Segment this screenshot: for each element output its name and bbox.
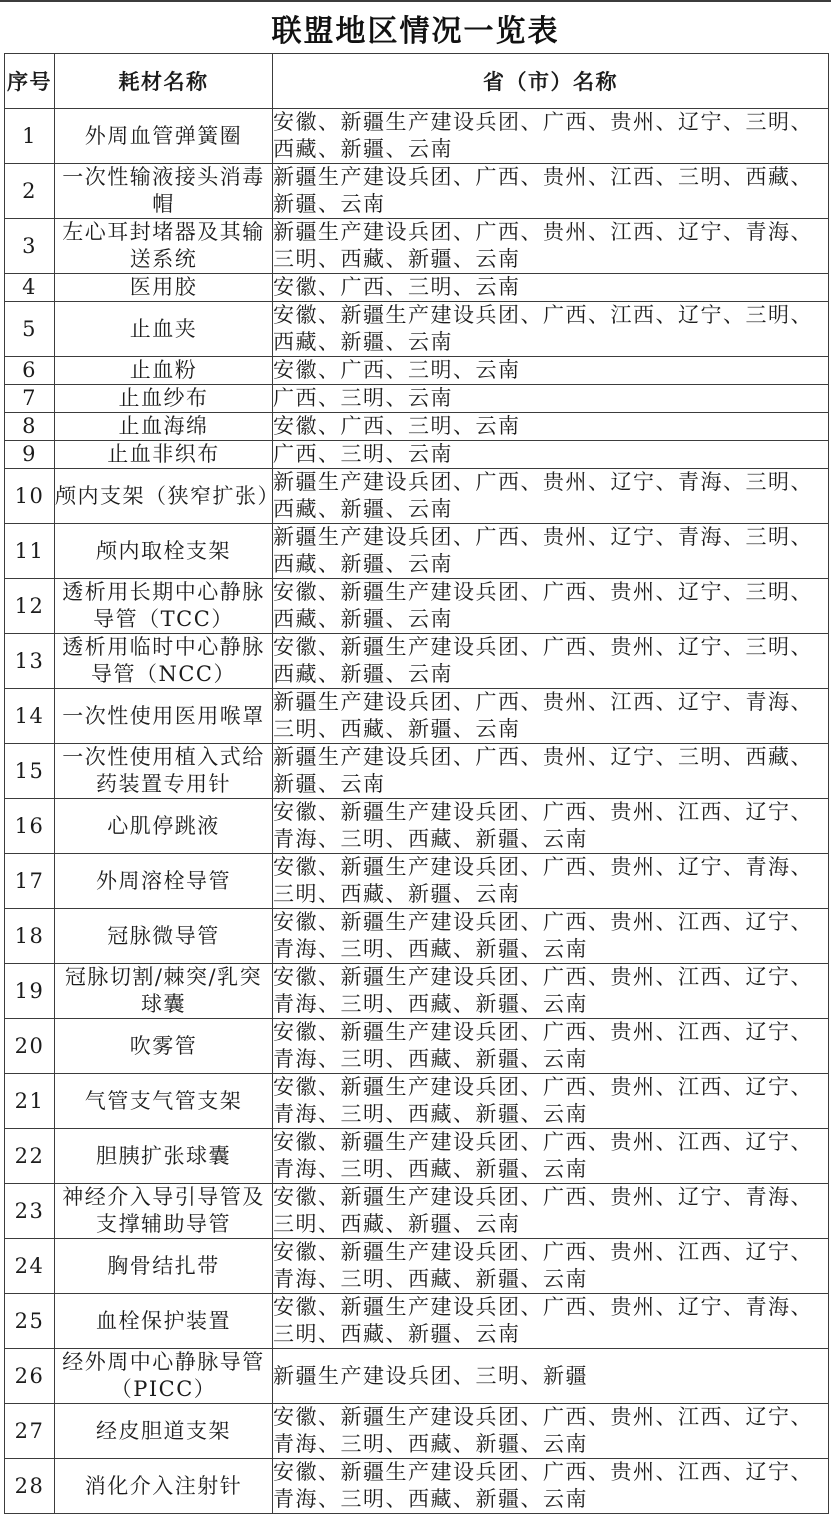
table-row bbox=[5, 164, 829, 219]
province-list-cell: 安徽、新疆生产建设兵团、广西、贵州、辽宁、三明、西藏、新疆、云南 bbox=[273, 109, 829, 164]
table-row bbox=[5, 413, 829, 441]
table-row bbox=[5, 964, 829, 1019]
province-list-cell: 安徽、新疆生产建设兵团、广西、贵州、江西、辽宁、青海、三明、西藏、新疆、云南 bbox=[273, 1019, 829, 1074]
province-list-cell: 安徽、新疆生产建设兵团、广西、贵州、江西、辽宁、青海、三明、西藏、新疆、云南 bbox=[273, 964, 829, 1019]
province-list-cell: 安徽、新疆生产建设兵团、广西、贵州、江西、辽宁、青海、三明、西藏、新疆、云南 bbox=[273, 909, 829, 964]
serial-number-cell: 25 bbox=[5, 1294, 55, 1349]
consumable-name-cell: 气管支气管支架 bbox=[55, 1074, 273, 1129]
table-row bbox=[5, 385, 829, 413]
province-list-cell: 新疆生产建设兵团、广西、贵州、江西、辽宁、青海、三明、西藏、新疆、云南 bbox=[273, 689, 829, 744]
province-list-cell: 安徽、广西、三明、云南 bbox=[273, 357, 829, 385]
province-list-cell: 新疆生产建设兵团、广西、贵州、江西、三明、西藏、新疆、云南 bbox=[273, 164, 829, 219]
table-row bbox=[5, 634, 829, 689]
province-list-cell: 安徽、新疆生产建设兵团、广西、贵州、江西、辽宁、青海、三明、西藏、新疆、云南 bbox=[273, 1074, 829, 1129]
table-row bbox=[5, 441, 829, 469]
serial-number-cell: 11 bbox=[5, 524, 55, 579]
serial-number-cell: 24 bbox=[5, 1239, 55, 1294]
serial-number-cell: 23 bbox=[5, 1184, 55, 1239]
province-list-cell: 安徽、新疆生产建设兵团、广西、江西、辽宁、三明、西藏、新疆、云南 bbox=[273, 302, 829, 357]
table-row bbox=[5, 1239, 829, 1294]
province-list-cell: 新疆生产建设兵团、广西、贵州、辽宁、青海、三明、西藏、新疆、云南 bbox=[273, 469, 829, 524]
consumable-name-cell: 止血纱布 bbox=[55, 385, 273, 413]
table-row bbox=[5, 799, 829, 854]
consumable-name-cell: 颅内取栓支架 bbox=[55, 524, 273, 579]
province-list-cell: 新疆生产建设兵团、三明、新疆 bbox=[273, 1349, 829, 1404]
serial-number-cell: 9 bbox=[5, 441, 55, 469]
table-row bbox=[5, 854, 829, 909]
province-list-cell: 安徽、新疆生产建设兵团、广西、贵州、辽宁、三明、西藏、新疆、云南 bbox=[273, 579, 829, 634]
consumable-name-cell: 一次性使用植入式给药装置专用针 bbox=[55, 744, 273, 799]
table-row bbox=[5, 579, 829, 634]
serial-number-cell: 19 bbox=[5, 964, 55, 1019]
consumable-name-cell: 经外周中心静脉导管（PICC） bbox=[55, 1349, 273, 1404]
table-row bbox=[5, 302, 829, 357]
table-row bbox=[5, 357, 829, 385]
consumable-name-cell: 心肌停跳液 bbox=[55, 799, 273, 854]
serial-number-cell: 20 bbox=[5, 1019, 55, 1074]
consumable-name-cell: 医用胶 bbox=[55, 274, 273, 302]
table-row bbox=[5, 1349, 829, 1404]
province-list-cell: 安徽、新疆生产建设兵团、广西、贵州、辽宁、青海、三明、西藏、新疆、云南 bbox=[273, 854, 829, 909]
consumable-name-cell: 冠脉切割/棘突/乳突球囊 bbox=[55, 964, 273, 1019]
table-row bbox=[5, 469, 829, 524]
province-list-cell: 广西、三明、云南 bbox=[273, 441, 829, 469]
serial-number-cell: 2 bbox=[5, 164, 55, 219]
table-row bbox=[5, 1294, 829, 1349]
table-title-bar bbox=[0, 0, 831, 53]
province-list-cell: 安徽、广西、三明、云南 bbox=[273, 413, 829, 441]
table-row bbox=[5, 524, 829, 579]
consumable-name-cell: 消化介入注射针 bbox=[55, 1459, 273, 1514]
serial-number-cell: 12 bbox=[5, 579, 55, 634]
consumable-name-cell: 止血粉 bbox=[55, 357, 273, 385]
serial-number-cell: 8 bbox=[5, 413, 55, 441]
province-list-cell: 新疆生产建设兵团、广西、贵州、辽宁、三明、西藏、新疆、云南 bbox=[273, 744, 829, 799]
serial-number-cell: 3 bbox=[5, 219, 55, 274]
consumable-name-cell: 左心耳封堵器及其输送系统 bbox=[55, 219, 273, 274]
consumable-name-cell: 胸骨结扎带 bbox=[55, 1239, 273, 1294]
serial-number-cell: 17 bbox=[5, 854, 55, 909]
table-row bbox=[5, 1459, 829, 1514]
consumable-name-cell: 止血海绵 bbox=[55, 413, 273, 441]
consumable-name-cell: 冠脉微导管 bbox=[55, 909, 273, 964]
province-list-cell: 安徽、新疆生产建设兵团、广西、贵州、江西、辽宁、青海、三明、西藏、新疆、云南 bbox=[273, 1239, 829, 1294]
serial-number-cell: 7 bbox=[5, 385, 55, 413]
consumable-name-cell: 颅内支架（狭窄扩张） bbox=[55, 469, 273, 524]
province-list-cell: 广西、三明、云南 bbox=[273, 385, 829, 413]
table-row bbox=[5, 1184, 829, 1239]
serial-number-cell: 18 bbox=[5, 909, 55, 964]
consumable-name-cell: 止血夹 bbox=[55, 302, 273, 357]
serial-number-cell: 10 bbox=[5, 469, 55, 524]
province-list-cell: 安徽、新疆生产建设兵团、广西、贵州、江西、辽宁、青海、三明、西藏、新疆、云南 bbox=[273, 1404, 829, 1459]
serial-number-cell: 5 bbox=[5, 302, 55, 357]
consumable-name-cell: 经皮胆道支架 bbox=[55, 1404, 273, 1459]
alliance-region-table bbox=[4, 53, 829, 1514]
consumable-name-cell: 透析用临时中心静脉导管（NCC） bbox=[55, 634, 273, 689]
province-list-cell: 安徽、新疆生产建设兵团、广西、贵州、江西、辽宁、青海、三明、西藏、新疆、云南 bbox=[273, 1459, 829, 1514]
serial-number-cell: 6 bbox=[5, 357, 55, 385]
table-row bbox=[5, 274, 829, 302]
table-row bbox=[5, 1019, 829, 1074]
serial-number-cell: 15 bbox=[5, 744, 55, 799]
column-header-consumable-name: 耗材名称 bbox=[55, 54, 273, 109]
table-row bbox=[5, 1129, 829, 1184]
serial-number-cell: 21 bbox=[5, 1074, 55, 1129]
header-row bbox=[5, 54, 829, 109]
province-list-cell: 新疆生产建设兵团、广西、贵州、江西、辽宁、青海、三明、西藏、新疆、云南 bbox=[273, 219, 829, 274]
serial-number-cell: 28 bbox=[5, 1459, 55, 1514]
table-row bbox=[5, 744, 829, 799]
consumable-name-cell: 一次性输液接头消毒帽 bbox=[55, 164, 273, 219]
table-row bbox=[5, 219, 829, 274]
consumable-name-cell: 外周血管弹簧圈 bbox=[55, 109, 273, 164]
province-list-cell: 安徽、新疆生产建设兵团、广西、贵州、辽宁、青海、三明、西藏、新疆、云南 bbox=[273, 1184, 829, 1239]
consumable-name-cell: 血栓保护装置 bbox=[55, 1294, 273, 1349]
province-list-cell: 安徽、广西、三明、云南 bbox=[273, 274, 829, 302]
province-list-cell: 安徽、新疆生产建设兵团、广西、贵州、江西、辽宁、青海、三明、西藏、新疆、云南 bbox=[273, 799, 829, 854]
table-row bbox=[5, 1404, 829, 1459]
serial-number-cell: 16 bbox=[5, 799, 55, 854]
table-row bbox=[5, 1074, 829, 1129]
consumable-name-cell: 神经介入导引导管及支撑辅助导管 bbox=[55, 1184, 273, 1239]
serial-number-cell: 14 bbox=[5, 689, 55, 744]
province-list-cell: 安徽、新疆生产建设兵团、广西、贵州、辽宁、三明、西藏、新疆、云南 bbox=[273, 634, 829, 689]
table-row bbox=[5, 109, 829, 164]
serial-number-cell: 4 bbox=[5, 274, 55, 302]
column-header-serial: 序号 bbox=[5, 54, 55, 109]
province-list-cell: 新疆生产建设兵团、广西、贵州、辽宁、青海、三明、西藏、新疆、云南 bbox=[273, 524, 829, 579]
consumable-name-cell: 一次性使用医用喉罩 bbox=[55, 689, 273, 744]
consumable-name-cell: 止血非织布 bbox=[55, 441, 273, 469]
consumable-name-cell: 外周溶栓导管 bbox=[55, 854, 273, 909]
consumable-name-cell: 透析用长期中心静脉导管（TCC） bbox=[55, 579, 273, 634]
serial-number-cell: 26 bbox=[5, 1349, 55, 1404]
consumable-name-cell: 胆胰扩张球囊 bbox=[55, 1129, 273, 1184]
column-header-province-name: 省（市）名称 bbox=[273, 54, 829, 109]
serial-number-cell: 27 bbox=[5, 1404, 55, 1459]
consumable-name-cell: 吹雾管 bbox=[55, 1019, 273, 1074]
serial-number-cell: 13 bbox=[5, 634, 55, 689]
serial-number-cell: 22 bbox=[5, 1129, 55, 1184]
province-list-cell: 安徽、新疆生产建设兵团、广西、贵州、辽宁、青海、三明、西藏、新疆、云南 bbox=[273, 1294, 829, 1349]
table-row bbox=[5, 909, 829, 964]
page-title: 联盟地区情况一览表 bbox=[271, 13, 560, 49]
serial-number-cell: 1 bbox=[5, 109, 55, 164]
province-list-cell: 安徽、新疆生产建设兵团、广西、贵州、江西、辽宁、青海、三明、西藏、新疆、云南 bbox=[273, 1129, 829, 1184]
table-row bbox=[5, 689, 829, 744]
